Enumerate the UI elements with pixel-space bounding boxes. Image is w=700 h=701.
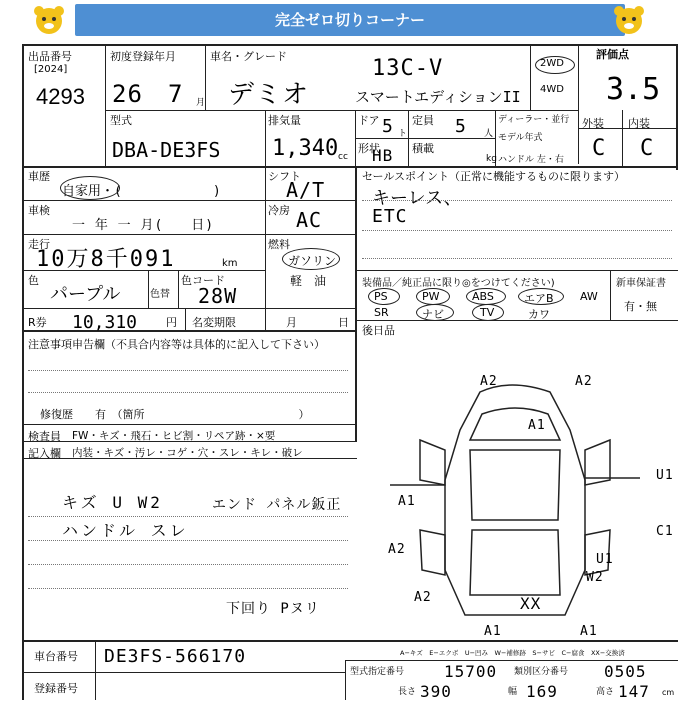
color-change-label: 色替 [150,289,170,300]
color-code-label: 色コード [181,274,225,287]
fuel-gasoline: ガソリン [288,254,337,268]
checker-label-2: 記入欄 [28,447,61,460]
dealer-label: ディーラー・並行 [498,115,570,125]
equipment-label: 装備品／純正品に限り◎をつけてください) [362,278,555,289]
registration-year: 26 [112,80,143,108]
ac-label: 冷房 [268,204,290,217]
score-int-label: 内装 [628,117,650,130]
lot-number: 4293 [36,84,85,109]
notes-label: 注意事項申告欄（不具合内容等は具体的に記入して下さい） [28,338,325,351]
name-change-month: 月 [286,316,297,329]
lot-label: 出品番号 [28,50,72,63]
mascot-icon [30,3,68,39]
registration-label: 初度登録年月 [110,50,176,63]
handwritten-right-2: 下回り Pヌリ [226,601,320,617]
shift-value: A/T [286,178,326,202]
damage-mark: A1 [580,624,598,639]
spec-class-value: 0505 [604,662,647,681]
damage-mark: A1 [528,418,546,433]
score-int: C [640,136,655,161]
warranty-label: 新車保証書 [616,278,666,289]
reg-number-label: 登録番号 [34,682,78,695]
spec-class-label: 類別区分番号 [514,667,569,677]
dealer-model-year: モデル年式 [498,133,543,143]
registration-month-unit: 月 [196,98,206,108]
fuel-label: 燃料 [268,238,290,251]
equipment-pw: PW [422,290,440,303]
score-label: 評価点 [596,48,629,61]
diagram-legend: A−キズ E−エクボ U−凹み W−補修跡 S−サビ C−腐食 XX−交換済 [400,649,625,657]
mileage-value: 10万8千091 [36,247,176,272]
spec-unit: cm [662,688,675,697]
sales-line1: キーレス、 [372,188,462,209]
spec-type-label: 型式指定番号 [350,667,405,677]
load-unit: kg [486,154,497,164]
shape-value: HB [372,146,394,165]
shape-label: 形状 [358,142,380,155]
checker-line-2: 内装・キズ・汚レ・コゲ・穴・スレ・キレ・破レ [72,447,303,459]
damage-mark: U1 [596,552,614,567]
shift-label: シフト [268,170,301,183]
spec-length-label: 長さ [398,687,417,697]
damage-mark: A2 [414,590,432,605]
inspection-label: 車検 [28,204,50,217]
recycle-value: 10,310 [72,312,138,333]
notes-repair: 修復歴 有 （箇所 ） [40,408,310,421]
chassis-label: 車台番号 [34,650,78,663]
damage-mark: A1 [484,624,502,639]
fuel-diesel: 軽 油 [290,274,327,288]
score-ext: C [592,136,607,161]
handwritten-left-2: ハンドル スレ [62,521,189,540]
name-change-day: 日 [338,316,349,329]
score-ext-label: 外装 [582,117,604,130]
handwritten-left-1: キズ U W2 [62,493,163,512]
inspection-value: 一 年 一 月( 日) [72,218,215,233]
header-title: 完全ゼロ切りコーナー [274,11,425,29]
equipment-leather: カワ [528,308,550,321]
load-label: 積載 [412,142,434,155]
equipment-navi: ナビ [422,308,444,321]
damage-mark: A2 [480,374,498,389]
checker-line-1: FW・キズ・飛石・ヒビ割・リペア跡・×要 [72,430,276,442]
mascot-icon [610,3,648,39]
fuel-circle [282,248,340,270]
warranty-value: 有・無 [624,300,657,313]
doors-unit: ト [398,129,408,139]
damage-mark: A2 [575,374,593,389]
equipment-aw: AW [580,290,598,303]
spec-height: 147 [618,682,650,701]
ac-value: AC [296,208,323,232]
drive-2wd: 2WD [540,58,564,69]
car-edition: スマートエディションII [355,88,521,106]
damage-mark: W2 [586,570,604,585]
mileage-unit: km [222,258,238,269]
doors-value: 5 [382,116,394,137]
drive-4wd: 4WD [540,84,564,95]
spec-length: 390 [420,682,452,701]
sales-label: セールスポイント（正常に機能するものに限ります） [362,170,626,183]
sales-line2: ETC [372,206,408,227]
spec-width-label: 幅 [508,687,518,697]
equipment-abs: ABS [472,290,494,303]
displacement-unit: cc [338,152,348,162]
displacement-value: 1,340 [272,136,339,161]
usage-circle [60,176,120,200]
color-label: 色 [28,274,39,287]
model-label: 型式 [110,114,132,127]
spec-type-value: 15700 [444,662,498,681]
color-code: 28W [198,284,238,308]
damage-mark: XX [520,594,542,613]
color-value: パープル [50,284,121,305]
damage-mark: U1 [656,468,674,483]
dealer-handle: ハンドル 左・右 [498,155,564,165]
displacement-label: 排気量 [268,114,301,127]
usage-value: 自家用・( ) [62,184,221,199]
capacity-unit: 人 [484,129,494,139]
recycle-unit: 円 [166,316,177,329]
doors-label: ドア [358,114,380,127]
model-value: DBA-DE3FS [112,138,221,162]
registration-month: 7 [168,80,184,108]
damage-mark: C1 [656,524,674,539]
car-grade: 13C-V [372,56,444,81]
car-label: 車名・グレード [210,50,287,63]
score-value: 3.5 [606,72,661,107]
spec-width: 169 [526,682,558,701]
lot-year: [2024] [34,64,68,75]
equipment-sr: SR [374,306,389,319]
damage-mark: A1 [398,494,416,509]
equipment-airbag: エアB [524,292,554,305]
header [0,0,700,40]
chassis-value: DE3FS-566170 [104,646,247,667]
recycle-label: R券 [28,316,47,329]
car-name: デミオ [228,80,310,110]
equipment-ps: PS [374,290,388,303]
tailgate-label: 後日品 [362,324,395,337]
capacity-value: 5 [455,116,467,137]
damage-mark: A2 [388,542,406,557]
handwritten-right-1: エンド パネル鈑正 [212,497,342,513]
capacity-label: 定員 [412,114,434,127]
equipment-tv: TV [480,306,495,319]
spec-height-label: 高さ [596,687,615,697]
usage-label: 車歴 [28,170,50,183]
checker-label-1: 検査員 [28,430,61,443]
name-change-label: 名変期限 [192,316,236,329]
mileage-label: 走行 [28,238,50,251]
